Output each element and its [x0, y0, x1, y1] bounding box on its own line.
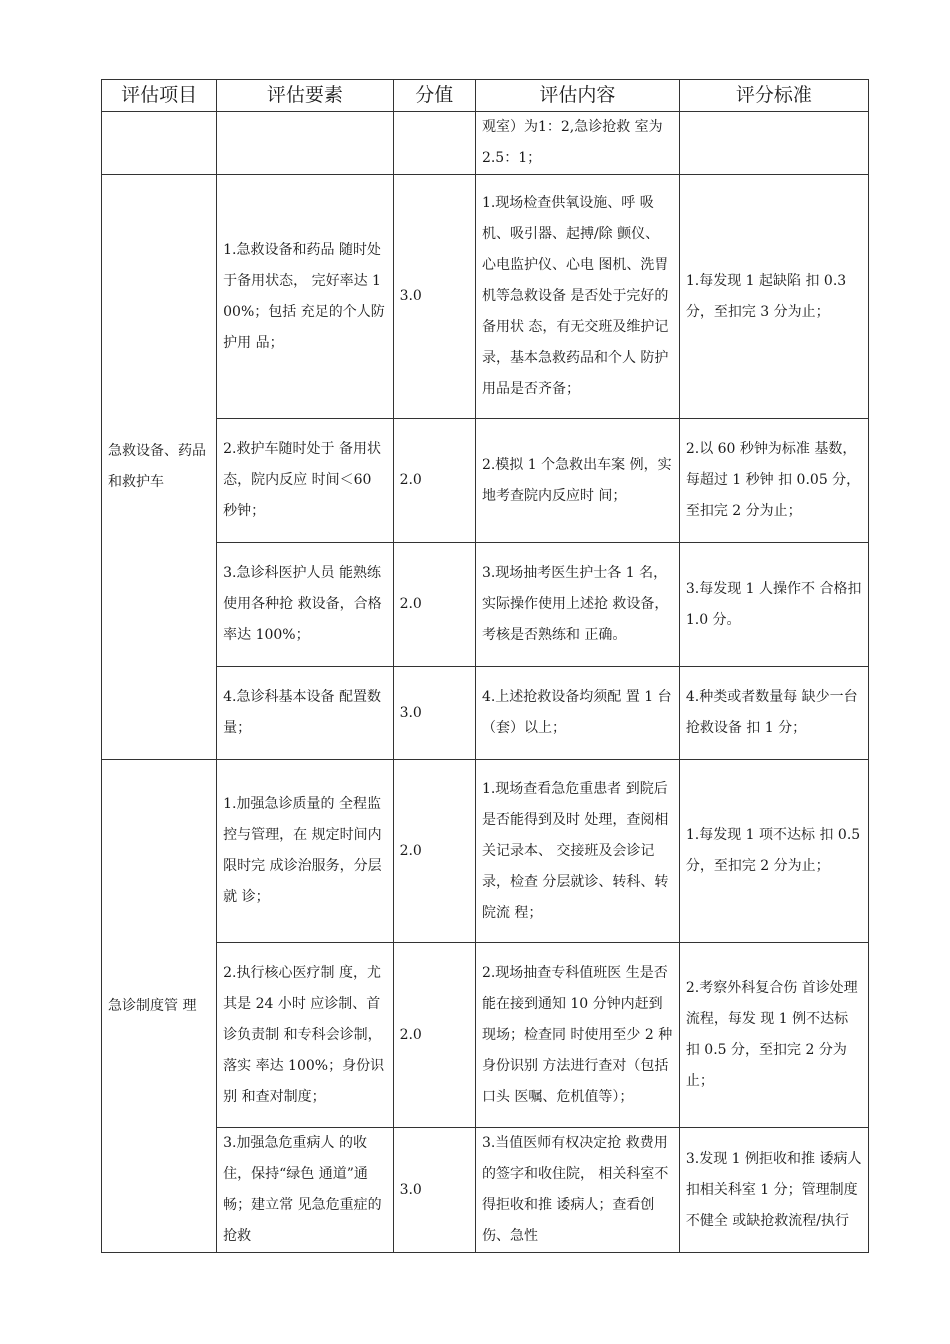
score-cell: 3.0	[393, 1128, 475, 1253]
element-cell: 4.急诊科基本设备 配置数量；	[217, 667, 393, 760]
header-element: 评估要素	[217, 80, 393, 112]
element-cell	[217, 112, 393, 175]
content-cell: 3.当值医师有权决定抢 救费用的签字和收住院， 相关科室不得拒收和推 诿病人；查看创伤、急性	[475, 1128, 679, 1253]
header-score: 分值	[393, 80, 475, 112]
content-cell: 2.模拟 1 个急救出车案 例，实地考查院内反应时 间；	[475, 419, 679, 543]
standard-cell: 2.考察外科复合伤 首诊处理流程，每发 现 1 例不达标扣 0.5 分，至扣完 2 分为止；	[679, 943, 868, 1128]
project-cell: 急救设备、药品和救护车	[102, 175, 217, 760]
element-cell: 2.执行核心医疗制 度，尤其是 24 小时 应诊制、首诊负责制 和专科会诊制，落实 率达 100%；身份识别 和查对制度；	[217, 943, 393, 1128]
content-cell: 1.现场检查供氧设施、呼 吸机、吸引器、起搏/除 颤仪、心电监护仪、心电 图机、洗胃机等急救设备 是否处于完好的备用状 态，有无交班及维护记 录，基本急救药品和个人 防护用品是否齐备；	[475, 175, 679, 419]
score-cell: 2.0	[393, 943, 475, 1128]
table-row	[102, 543, 869, 667]
table-row	[102, 667, 869, 760]
score-cell: 2.0	[393, 760, 475, 943]
project-cell: 急诊制度管 理	[102, 760, 217, 1253]
element-cell: 3.加强急危重病人 的收住，保持“绿色 通道”通畅；建立常 见急危重症的抢救	[217, 1128, 393, 1253]
content-cell: 观室）为1：2,急诊抢救 室为2.5：1；	[475, 112, 679, 175]
table-row	[102, 175, 869, 419]
element-cell: 3.急诊科医护人员 能熟练使用各种抢 救设备，合格率达 100%；	[217, 543, 393, 667]
standard-cell: 2.以 60 秒钟为标准 基数，每超过 1 秒钟 扣 0.05 分，至扣完 2 分为止；	[679, 419, 868, 543]
content-cell: 2.现场抽查专科值班医 生是否能在接到通知 10 分钟内赶到现场；检查同 时使用至少 2 种身份识别 方法进行查对（包括口头 医嘱、危机值等）；	[475, 943, 679, 1128]
table-row	[102, 419, 869, 543]
element-cell: 1.急救设备和药品 随时处于备用状态， 完好率达 100%；包括 充足的个人防护用 品；	[217, 175, 393, 419]
header-row	[102, 80, 869, 112]
table-row	[102, 760, 869, 943]
element-cell: 1.加强急诊质量的 全程监控与管理，在 规定时间内限时完 成诊治服务，分层就 诊；	[217, 760, 393, 943]
element-cell: 2.救护车随时处于 备用状态，院内反应 时间＜60 秒钟；	[217, 419, 393, 543]
table-row	[102, 1128, 869, 1253]
score-cell: 3.0	[393, 667, 475, 760]
score-cell: 2.0	[393, 419, 475, 543]
content-cell: 1.现场查看急危重患者 到院后是否能得到及时 处理，查阅相关记录本、 交接班及会诊记录，检查 分层就诊、转科、转院流 程；	[475, 760, 679, 943]
header-content: 评估内容	[475, 80, 679, 112]
content-cell: 4.上述抢救设备均须配 置 1 台（套）以上；	[475, 667, 679, 760]
standard-cell: 1.每发现 1 起缺陷 扣 0.3 分，至扣完 3 分为止；	[679, 175, 868, 419]
evaluation-table	[101, 79, 869, 1253]
standard-cell: 1.每发现 1 项不达标 扣 0.5 分，至扣完 2 分为止；	[679, 760, 868, 943]
score-cell: 3.0	[393, 175, 475, 419]
content-cell: 3.现场抽考医生护士各 1 名，实际操作使用上述抢 救设备，考核是否熟练和 正确。	[475, 543, 679, 667]
header-standard: 评分标准	[679, 80, 868, 112]
table-row	[102, 112, 869, 175]
score-cell: 2.0	[393, 543, 475, 667]
standard-cell	[679, 112, 868, 175]
standard-cell: 3.发现 1 例拒收和推 诿病人扣相关科室 1 分；管理制度不健全 或缺抢救流程/执行	[679, 1128, 868, 1253]
standard-cell: 4.种类或者数量每 缺少一台抢救设备 扣 1 分；	[679, 667, 868, 760]
project-cell	[102, 112, 217, 175]
header-project: 评估项目	[102, 80, 217, 112]
table-row	[102, 943, 869, 1128]
standard-cell: 3.每发现 1 人操作不 合格扣 1.0 分。	[679, 543, 868, 667]
score-cell	[393, 112, 475, 175]
